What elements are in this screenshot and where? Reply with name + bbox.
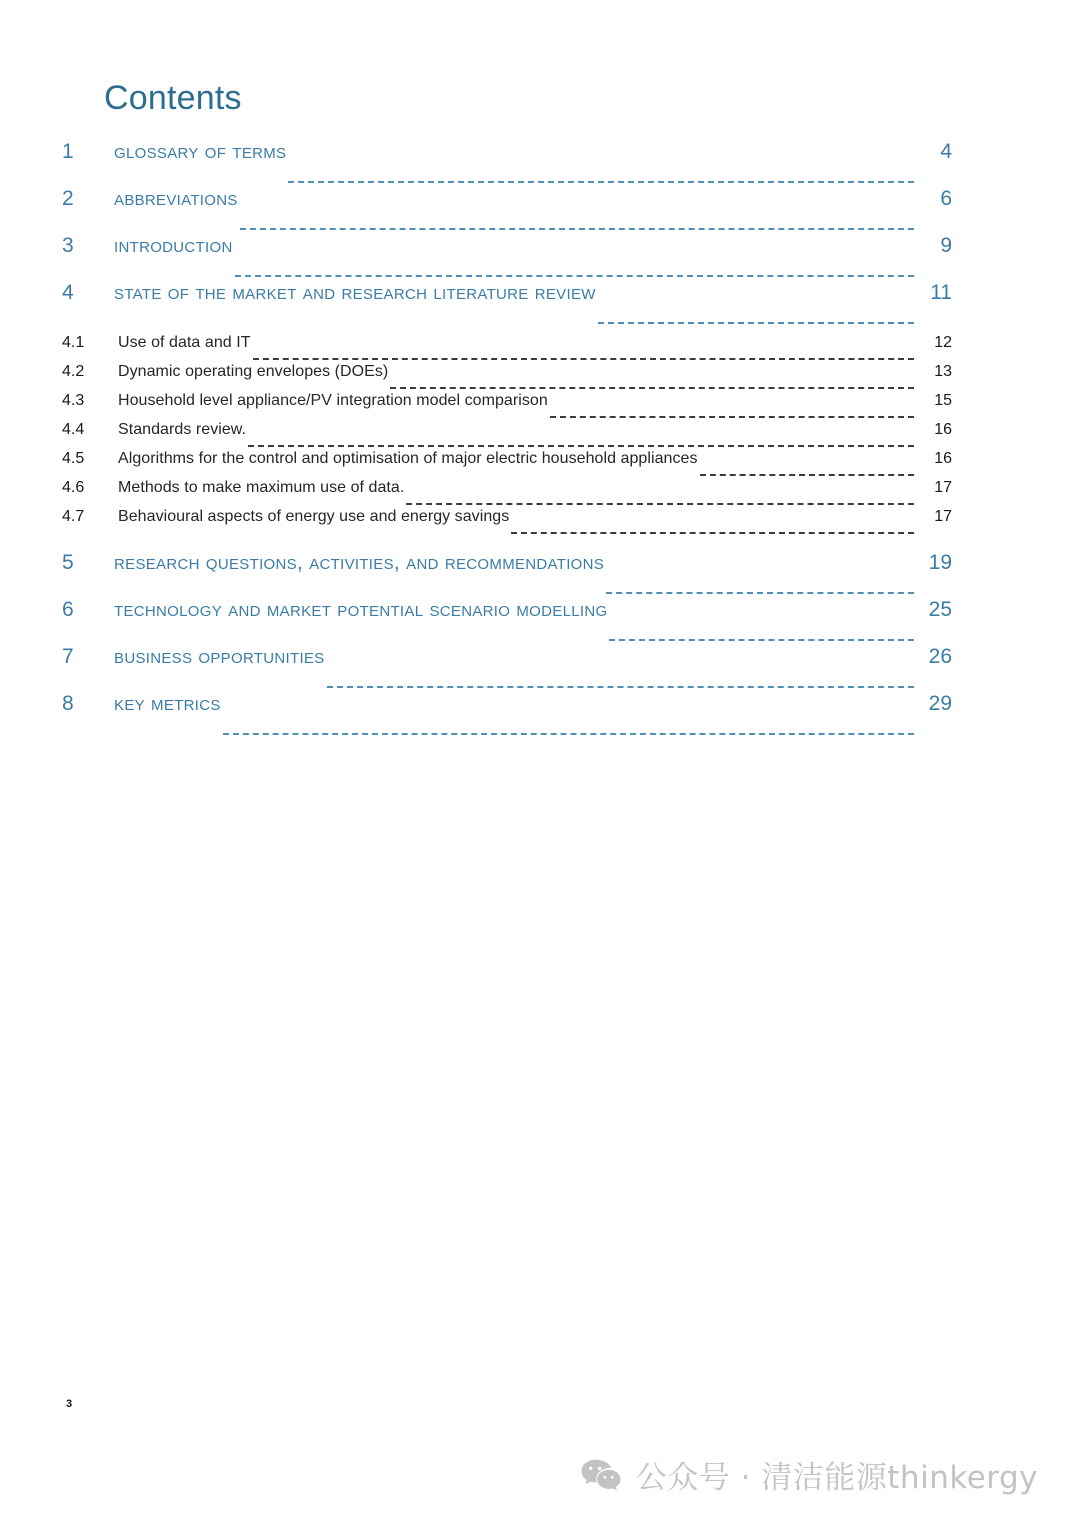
wechat-icon [580, 1458, 622, 1492]
toc-leader-line [609, 640, 914, 641]
toc-entry-level-2[interactable] [62, 421, 952, 450]
toc-entry-page: 26 [928, 645, 952, 668]
toc-leader-line [606, 593, 914, 594]
toc-entry-page: 15 [934, 392, 952, 409]
toc-leader-line [248, 446, 914, 447]
toc-entry-level-1[interactable] [62, 692, 952, 739]
toc-entry-label: Behavioural aspects of energy use and energy savings [118, 508, 510, 525]
toc-entry-level-1[interactable] [62, 281, 952, 328]
page-title: Contents [104, 79, 242, 117]
toc-entry-number: 4.5 [62, 450, 85, 467]
toc-entry-level-2[interactable] [62, 363, 952, 392]
toc-leader-line [550, 417, 914, 418]
toc-entry-label: Household level appliance/PV integration model comparison [118, 392, 548, 409]
toc-entry-level-2[interactable] [62, 508, 952, 537]
toc-entry-label: research questions, activities, and recommendations [114, 551, 605, 574]
toc-entry-label: Methods to make maximum use of data. [118, 479, 405, 496]
toc-entry-level-2[interactable] [62, 334, 952, 363]
toc-leader-line [406, 504, 914, 505]
toc-entry-number: 8 [62, 692, 74, 715]
toc-entry-level-1[interactable] [62, 187, 952, 234]
toc-entry-number: 4.1 [62, 334, 85, 351]
toc-leader-line [288, 182, 914, 183]
toc-entry-label: key metrics [114, 692, 221, 715]
toc-leader-line [235, 276, 914, 277]
toc-entry-page: 17 [934, 479, 952, 496]
toc-entry-level-2[interactable] [62, 479, 952, 508]
toc-entry-label: technology and market potential scenario modelling [114, 598, 608, 621]
toc-entry-number: 3 [62, 234, 74, 257]
toc-leader-line [240, 229, 914, 230]
toc-entry-page: 19 [928, 551, 952, 574]
toc-entry-page: 4 [940, 140, 952, 163]
toc-entry-number: 2 [62, 187, 74, 210]
toc-entry-level-1[interactable] [62, 234, 952, 281]
page-number: 3 [66, 1398, 73, 1410]
toc-entry-label: abbreviations [114, 187, 238, 210]
toc-entry-number: 4.7 [62, 508, 85, 525]
toc-entry-level-1[interactable] [62, 645, 952, 692]
toc-entry-page: 6 [940, 187, 952, 210]
toc-entry-number: 4.6 [62, 479, 85, 496]
toc-leader-line [223, 734, 914, 735]
toc-entry-level-1[interactable] [62, 551, 952, 598]
toc-leader-line [390, 388, 914, 389]
toc-entry-number: 5 [62, 551, 74, 574]
toc-leader-line [700, 475, 914, 476]
toc-entry-page: 25 [928, 598, 952, 621]
toc-entry-label: introduction [114, 234, 233, 257]
toc-entry-level-1[interactable] [62, 140, 952, 187]
toc-entry-page: 9 [940, 234, 952, 257]
toc-entry-number: 4 [62, 281, 74, 304]
toc-entry-number: 1 [62, 140, 74, 163]
toc-entry-level-2[interactable] [62, 392, 952, 421]
toc-leader-line [598, 323, 914, 324]
toc-entry-label: Use of data and IT [118, 334, 251, 351]
toc-entry-label: state of the market and research literature review [114, 281, 596, 304]
toc-entry-label: Algorithms for the control and optimisation of major electric household appliances [118, 450, 698, 467]
watermark [580, 1452, 1038, 1497]
toc-entry-label: Standards review. [118, 421, 247, 438]
table-of-contents [62, 140, 952, 739]
toc-leader-line [327, 687, 914, 688]
toc-entry-label: Dynamic operating envelopes (DOEs) [118, 363, 389, 380]
toc-entry-page: 12 [934, 334, 952, 351]
toc-entry-number: 6 [62, 598, 74, 621]
toc-entry-number: 4.2 [62, 363, 85, 380]
toc-entry-label: business opportunities [114, 645, 325, 668]
toc-entry-number: 4.4 [62, 421, 85, 438]
toc-entry-page: 29 [928, 692, 952, 715]
watermark-text: 公众号 · 清洁能源thinkergy [635, 1460, 1038, 1496]
toc-entry-level-2[interactable] [62, 450, 952, 479]
toc-entry-label: glossary of terms [114, 140, 287, 163]
toc-leader-line [253, 359, 914, 360]
toc-entry-page: 11 [930, 281, 952, 304]
toc-leader-line [511, 533, 914, 534]
toc-entry-page: 16 [934, 450, 952, 467]
toc-entry-level-1[interactable] [62, 598, 952, 645]
toc-entry-page: 16 [934, 421, 952, 438]
toc-entry-page: 17 [934, 508, 952, 525]
toc-entry-page: 13 [934, 363, 952, 380]
toc-entry-number: 7 [62, 645, 74, 668]
toc-entry-number: 4.3 [62, 392, 85, 409]
